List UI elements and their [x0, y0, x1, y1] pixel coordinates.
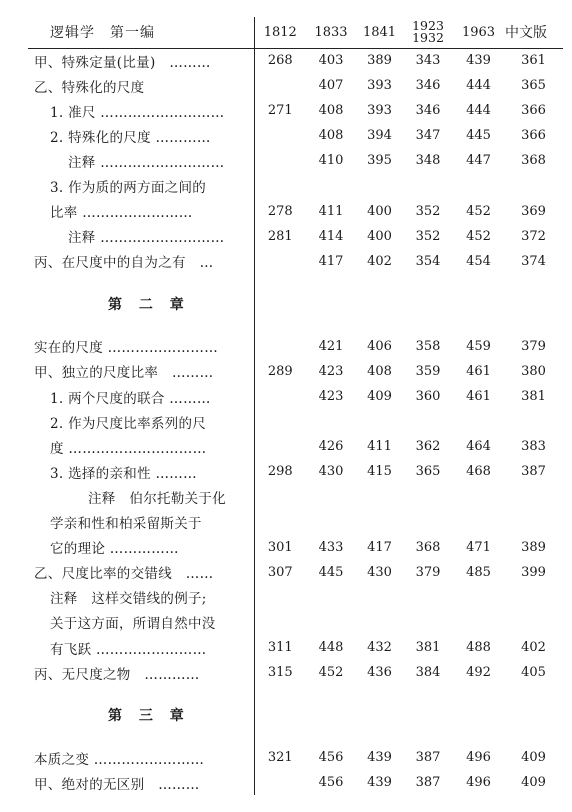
table-row	[28, 434, 563, 459]
page-number-cell: 444	[466, 78, 491, 94]
page-number-cell: 343	[415, 53, 441, 69]
page-number-cell	[356, 484, 403, 509]
header-col-1841: 1841	[362, 24, 397, 40]
header-col-1963: 1963	[461, 24, 496, 40]
table-row	[28, 73, 563, 98]
table-row	[28, 334, 563, 359]
page-number-cell	[356, 610, 403, 635]
entry-label: 度 …………………………	[50, 440, 207, 457]
entry-label: 甲、独立的尺度比率 ………	[34, 365, 214, 382]
page-number-cell: 278	[254, 199, 306, 224]
page-number-cell: 417	[367, 539, 392, 555]
page-number-cell: 415	[367, 464, 392, 480]
entry-label: 甲、特殊定量(比量) ………	[34, 54, 211, 71]
page-number-cell: 358	[415, 338, 441, 354]
page-number-cell: 408	[318, 103, 344, 119]
table-body	[28, 48, 563, 795]
entry-label: 1. 准尺 ………………………	[50, 104, 225, 121]
spacer-row	[28, 685, 563, 703]
entry-label: 注释 ………………………	[68, 230, 225, 247]
page-number-cell: 374	[521, 253, 546, 269]
page-number-cell	[254, 610, 306, 635]
entry-label: 实在的尺度 ……………………	[34, 340, 218, 357]
page-number-cell: 348	[415, 153, 441, 169]
page-number-cell: 496	[466, 775, 491, 791]
entry-label: 2. 特殊化的尺度 …………	[50, 129, 211, 146]
page-number-cell	[453, 173, 504, 198]
entry-label: 甲、绝对的无区别 ………	[34, 776, 200, 793]
page-number-cell: 389	[367, 53, 392, 69]
page-number-cell: 426	[318, 439, 344, 455]
header-col-1923: 1923	[412, 18, 444, 34]
entry-label: 它的理论 ……………	[50, 541, 179, 558]
table-header	[28, 17, 563, 48]
page-number-cell: 359	[415, 363, 441, 379]
page-number-cell	[254, 249, 306, 274]
page-number-cell: 444	[466, 103, 491, 119]
page-number-cell: 387	[415, 775, 441, 791]
page-number-cell	[306, 484, 356, 509]
entry-label: 乙、尺度比率的交错线 ……	[34, 566, 214, 583]
page-number-cell: 393	[367, 78, 392, 94]
page-number-cell	[453, 510, 504, 535]
page-number-cell	[254, 148, 306, 173]
table-row	[28, 660, 563, 685]
page-number-cell: 447	[466, 153, 491, 169]
page-number-cell	[356, 173, 403, 198]
page-number-cell: 403	[318, 53, 344, 69]
index-table	[28, 17, 563, 795]
table-row	[28, 359, 563, 384]
page-number-cell: 369	[521, 203, 546, 219]
page-number-cell: 361	[521, 53, 546, 69]
table-row	[28, 459, 563, 484]
page-number-cell: 430	[367, 564, 392, 580]
page-number-cell	[254, 334, 306, 359]
page-number-cell	[254, 484, 306, 509]
header-col-1923-1932	[403, 17, 453, 48]
page-number-cell: 395	[367, 153, 392, 169]
header-col-1833: 1833	[314, 24, 348, 40]
entry-label: 乙、特殊化的尺度	[34, 79, 145, 96]
page-number-cell: 366	[521, 103, 546, 119]
page-number-cell	[504, 173, 563, 198]
table-row	[28, 610, 563, 635]
page-number-cell: 393	[367, 103, 392, 119]
page-number-cell: 381	[415, 640, 441, 656]
page-number-cell	[403, 610, 453, 635]
chapter-heading: 第 三 章	[108, 708, 190, 725]
page-number-cell	[306, 610, 356, 635]
page-number-cell: 461	[466, 389, 491, 405]
page-number-cell: 381	[521, 389, 546, 405]
entry-label: 3. 作为质的两方面之间的	[50, 180, 207, 197]
page-number-cell: 407	[318, 78, 344, 94]
page-number-cell: 439	[367, 775, 392, 791]
page-number-cell: 307	[254, 560, 306, 585]
page-number-cell: 430	[318, 464, 344, 480]
page-number-cell: 271	[254, 98, 306, 123]
page-number-cell: 380	[521, 363, 546, 379]
page-number-cell: 379	[415, 564, 441, 580]
page-number-cell: 383	[521, 439, 546, 455]
page-number-cell: 496	[466, 750, 491, 766]
page-number-cell	[403, 510, 453, 535]
page-number-cell: 281	[254, 224, 306, 249]
chapter-heading-row	[28, 292, 563, 316]
entry-label: 学亲和性和柏采留斯关于	[50, 516, 202, 533]
page-number-cell: 445	[466, 128, 491, 144]
entry-label: 注释 ………………………	[68, 154, 225, 171]
page-number-cell: 352	[415, 203, 441, 219]
header-row	[28, 17, 563, 48]
page-number-cell	[356, 409, 403, 434]
page-number-cell: 379	[521, 338, 546, 354]
page-number-cell: 405	[521, 665, 546, 681]
table-row	[28, 199, 563, 224]
page-number-cell	[306, 510, 356, 535]
entry-label: 注释 这样交错线的例子;	[50, 591, 207, 608]
page-number-cell	[254, 384, 306, 409]
page-number-cell: 445	[318, 564, 344, 580]
page-number-cell	[453, 409, 504, 434]
table-row	[28, 123, 563, 148]
page-number-cell	[403, 409, 453, 434]
spacer-row	[28, 274, 563, 292]
page-number-cell: 315	[254, 660, 306, 685]
page-number-cell: 346	[415, 103, 441, 119]
table-row	[28, 560, 563, 585]
page-number-cell: 352	[415, 228, 441, 244]
header-col-1932: 1932	[412, 30, 444, 46]
page-number-cell: 414	[318, 228, 344, 244]
header-col-zh: 中文版	[505, 25, 547, 42]
page-number-cell: 411	[367, 439, 392, 455]
header-title: 逻辑学 第一编	[50, 25, 155, 42]
page-number-cell	[254, 73, 306, 98]
page-number-cell	[254, 123, 306, 148]
table-row	[28, 98, 563, 123]
page-number-cell	[403, 484, 453, 509]
page-number-cell: 408	[318, 128, 344, 144]
table-row	[28, 484, 563, 509]
entry-label: 1. 两个尺度的联合 ………	[50, 390, 211, 407]
page-number-cell: 439	[466, 53, 491, 69]
page-number-cell	[306, 409, 356, 434]
entry-label: 本质之变 ……………………	[34, 751, 205, 768]
page-number-cell: 298	[254, 459, 306, 484]
page-number-cell: 409	[367, 389, 392, 405]
page-number-cell: 456	[318, 775, 344, 791]
page-number-cell: 417	[318, 253, 344, 269]
page-number-cell	[504, 409, 563, 434]
page-number-cell: 408	[367, 363, 392, 379]
table-row	[28, 535, 563, 560]
page-number-cell	[504, 484, 563, 509]
page-number-cell: 410	[318, 153, 344, 169]
spacer-row	[28, 727, 563, 745]
page-number-cell	[453, 585, 504, 610]
page-number-cell: 400	[367, 203, 392, 219]
page-number-cell: 456	[318, 750, 344, 766]
page-number-cell: 409	[521, 775, 546, 791]
page-number-cell: 485	[466, 564, 491, 580]
header-col-1812: 1812	[254, 17, 306, 48]
page-number-cell: 461	[466, 363, 491, 379]
page-number-cell: 439	[367, 750, 392, 766]
table-row	[28, 48, 563, 73]
page-number-cell: 436	[367, 665, 392, 681]
page-number-cell: 488	[466, 640, 491, 656]
page-number-cell: 492	[466, 665, 491, 681]
page-number-cell	[254, 770, 306, 795]
page-number-cell: 365	[415, 464, 441, 480]
page-number-cell: 268	[254, 48, 306, 73]
page-number-cell: 289	[254, 359, 306, 384]
page-number-cell: 464	[466, 439, 491, 455]
page-number-cell: 459	[466, 338, 491, 354]
entry-label: 丙、在尺度中的自为之有 …	[34, 255, 214, 272]
page-number-cell: 423	[318, 363, 344, 379]
page-number-cell: 421	[318, 338, 344, 354]
table-row	[28, 510, 563, 535]
page-number-cell: 311	[254, 635, 306, 660]
entry-label: 比率 ……………………	[50, 205, 193, 222]
page-number-cell	[306, 585, 356, 610]
entry-label: 丙、无尺度之物 …………	[34, 666, 200, 683]
page-number-cell	[254, 173, 306, 198]
page-number-cell: 452	[318, 665, 344, 681]
page-number-cell	[504, 510, 563, 535]
page-number-cell: 366	[521, 128, 546, 144]
entry-label: 注释 伯尔托勒关于化	[88, 490, 226, 507]
page-number-cell	[403, 173, 453, 198]
entry-label: 2. 作为尺度比率系列的尺	[50, 415, 207, 432]
page-number-cell: 389	[521, 539, 546, 555]
page-number-cell: 368	[415, 539, 441, 555]
chapter-heading: 第 二 章	[108, 296, 190, 313]
page-number-cell: 346	[415, 78, 441, 94]
page-number-cell: 368	[521, 153, 546, 169]
page-number-cell: 454	[466, 253, 491, 269]
page-number-cell: 362	[415, 439, 441, 455]
table-row	[28, 585, 563, 610]
page-number-cell: 400	[367, 228, 392, 244]
page-number-cell	[453, 610, 504, 635]
page-number-cell: 411	[318, 203, 344, 219]
page-number-cell: 321	[254, 745, 306, 770]
page-number-cell: 452	[466, 203, 491, 219]
entry-label: 有飞跃 ……………………	[50, 641, 207, 658]
page-number-cell: 384	[415, 665, 441, 681]
page-number-cell: 406	[367, 338, 392, 354]
page-number-cell: 394	[367, 128, 392, 144]
page-number-cell: 409	[521, 750, 546, 766]
page-number-cell: 471	[466, 539, 491, 555]
entry-label: 关于这方面，所谓自然中没	[50, 616, 216, 633]
page-number-cell: 399	[521, 564, 546, 580]
page-number-cell: 402	[521, 640, 546, 656]
table-row	[28, 249, 563, 274]
page-number-cell: 365	[521, 78, 546, 94]
spacer-row	[28, 316, 563, 334]
page-number-cell	[254, 434, 306, 459]
page-number-cell: 301	[254, 535, 306, 560]
page-number-cell: 433	[318, 539, 344, 555]
page-number-cell: 432	[367, 640, 392, 656]
table-row	[28, 173, 563, 198]
table-row	[28, 224, 563, 249]
page-number-cell: 448	[318, 640, 344, 656]
page-number-cell	[453, 484, 504, 509]
page-number-cell	[254, 510, 306, 535]
page-number-cell	[504, 585, 563, 610]
entry-label: 3. 选择的亲和性 ………	[50, 465, 197, 482]
page-number-cell: 402	[367, 253, 392, 269]
page-number-cell	[356, 510, 403, 535]
table-row	[28, 635, 563, 660]
table-row	[28, 148, 563, 173]
page-number-cell	[254, 585, 306, 610]
table-row	[28, 409, 563, 434]
page-number-cell: 360	[415, 389, 441, 405]
page-number-cell	[254, 409, 306, 434]
table-row	[28, 745, 563, 770]
page-number-cell: 387	[521, 464, 546, 480]
chapter-heading-row	[28, 703, 563, 727]
page-number-cell: 423	[318, 389, 344, 405]
page-number-cell: 372	[521, 228, 546, 244]
page-number-cell: 354	[415, 253, 441, 269]
page-number-cell	[356, 585, 403, 610]
table-row	[28, 384, 563, 409]
table-row	[28, 770, 563, 795]
page-number-cell: 387	[415, 750, 441, 766]
page-number-cell	[403, 585, 453, 610]
page-number-cell	[504, 610, 563, 635]
page-number-cell: 452	[466, 228, 491, 244]
page-number-cell: 468	[466, 464, 491, 480]
page-number-cell	[306, 173, 356, 198]
page-number-cell: 347	[415, 128, 441, 144]
